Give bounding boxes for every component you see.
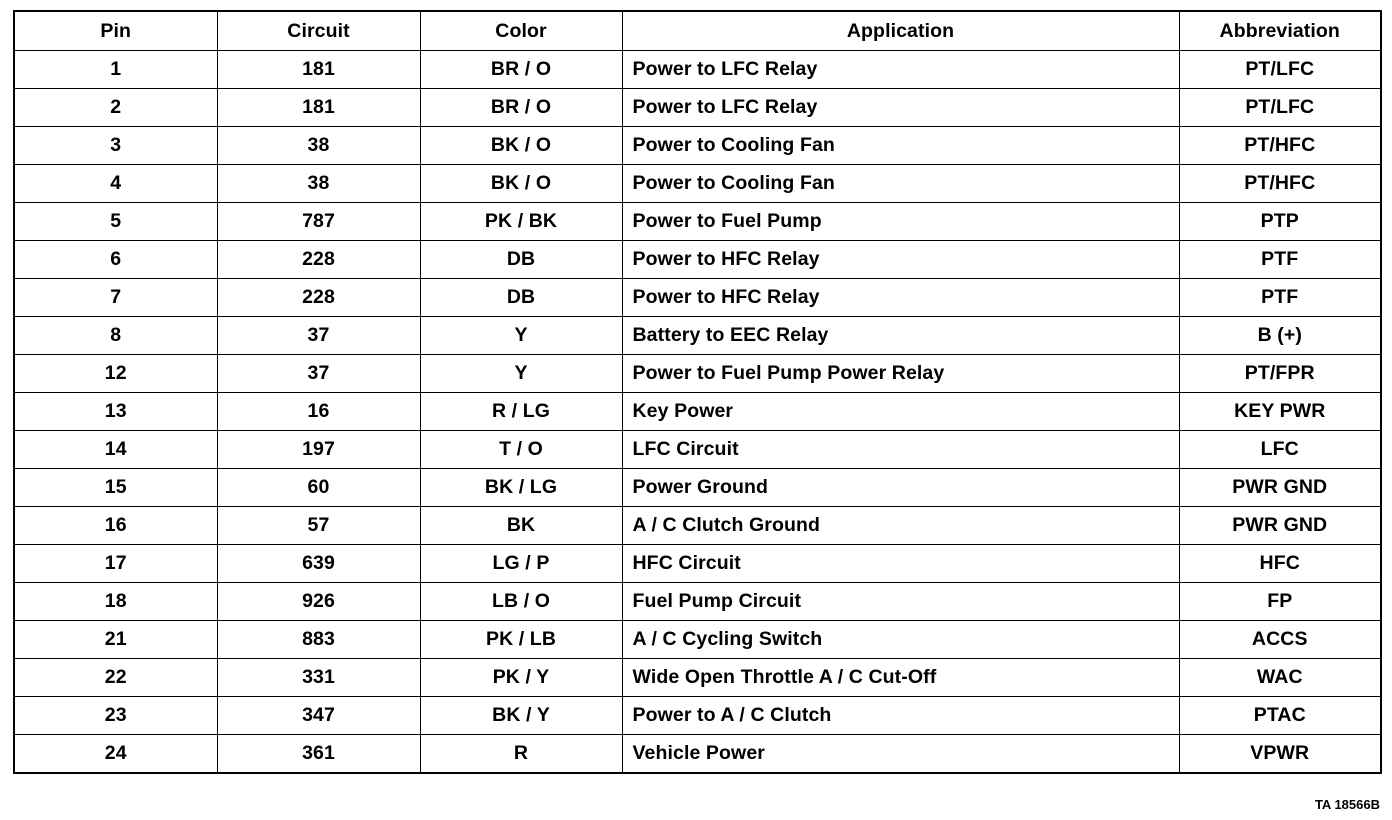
cell-circuit: 228 <box>217 279 420 317</box>
cell-application: A / C Cycling Switch <box>622 621 1179 659</box>
table-row <box>14 51 1381 89</box>
cell-circuit: 347 <box>217 697 420 735</box>
cell-application: Power to Fuel Pump <box>622 203 1179 241</box>
cell-application: Fuel Pump Circuit <box>622 583 1179 621</box>
cell-application: Power to Fuel Pump Power Relay <box>622 355 1179 393</box>
cell-abbreviation: PWR GND <box>1179 469 1381 507</box>
cell-color: Y <box>420 355 622 393</box>
table-row <box>14 583 1381 621</box>
cell-color: BK <box>420 507 622 545</box>
cell-abbreviation: ACCS <box>1179 621 1381 659</box>
cell-pin: 15 <box>14 469 217 507</box>
cell-color: DB <box>420 241 622 279</box>
table-row <box>14 355 1381 393</box>
cell-circuit: 38 <box>217 127 420 165</box>
cell-abbreviation: B (+) <box>1179 317 1381 355</box>
cell-pin: 12 <box>14 355 217 393</box>
cell-pin: 23 <box>14 697 217 735</box>
cell-application: Power to HFC Relay <box>622 279 1179 317</box>
cell-color: DB <box>420 279 622 317</box>
cell-application: Power to LFC Relay <box>622 89 1179 127</box>
cell-abbreviation: PT/LFC <box>1179 51 1381 89</box>
cell-color: BK / O <box>420 165 622 203</box>
header-row <box>14 11 1381 51</box>
table-row <box>14 279 1381 317</box>
table-row <box>14 165 1381 203</box>
cell-abbreviation: LFC <box>1179 431 1381 469</box>
cell-application: Power to LFC Relay <box>622 51 1179 89</box>
cell-circuit: 787 <box>217 203 420 241</box>
cell-color: BR / O <box>420 89 622 127</box>
cell-circuit: 38 <box>217 165 420 203</box>
cell-abbreviation: PTP <box>1179 203 1381 241</box>
cell-color: PK / BK <box>420 203 622 241</box>
cell-abbreviation: FP <box>1179 583 1381 621</box>
cell-abbreviation: PTF <box>1179 279 1381 317</box>
table-row <box>14 735 1381 774</box>
table-row <box>14 203 1381 241</box>
cell-color: LB / O <box>420 583 622 621</box>
cell-circuit: 16 <box>217 393 420 431</box>
cell-application: Power to HFC Relay <box>622 241 1179 279</box>
cell-color: PK / Y <box>420 659 622 697</box>
table-row <box>14 697 1381 735</box>
cell-circuit: 361 <box>217 735 420 774</box>
cell-application: A / C Clutch Ground <box>622 507 1179 545</box>
cell-circuit: 926 <box>217 583 420 621</box>
header-circuit: Circuit <box>217 11 420 51</box>
cell-application: HFC Circuit <box>622 545 1179 583</box>
cell-color: R / LG <box>420 393 622 431</box>
cell-pin: 8 <box>14 317 217 355</box>
cell-color: BK / Y <box>420 697 622 735</box>
cell-abbreviation: WAC <box>1179 659 1381 697</box>
cell-abbreviation: PT/HFC <box>1179 165 1381 203</box>
pin-assignment-table <box>13 10 1382 774</box>
cell-application: Power to A / C Clutch <box>622 697 1179 735</box>
cell-pin: 21 <box>14 621 217 659</box>
cell-application: Key Power <box>622 393 1179 431</box>
cell-pin: 3 <box>14 127 217 165</box>
header-pin: Pin <box>14 11 217 51</box>
header-application: Application <box>622 11 1179 51</box>
cell-circuit: 197 <box>217 431 420 469</box>
cell-circuit: 181 <box>217 89 420 127</box>
table-row <box>14 241 1381 279</box>
cell-pin: 16 <box>14 507 217 545</box>
table-row <box>14 507 1381 545</box>
cell-pin: 14 <box>14 431 217 469</box>
table-body <box>14 51 1381 774</box>
cell-application: Vehicle Power <box>622 735 1179 774</box>
cell-abbreviation: PT/FPR <box>1179 355 1381 393</box>
cell-pin: 22 <box>14 659 217 697</box>
table-row <box>14 621 1381 659</box>
table-row <box>14 431 1381 469</box>
cell-color: T / O <box>420 431 622 469</box>
cell-application: Power to Cooling Fan <box>622 127 1179 165</box>
cell-pin: 18 <box>14 583 217 621</box>
cell-color: BK / LG <box>420 469 622 507</box>
cell-circuit: 37 <box>217 317 420 355</box>
cell-circuit: 181 <box>217 51 420 89</box>
cell-circuit: 57 <box>217 507 420 545</box>
cell-application: Wide Open Throttle A / C Cut-Off <box>622 659 1179 697</box>
cell-circuit: 639 <box>217 545 420 583</box>
cell-pin: 1 <box>14 51 217 89</box>
table-row <box>14 469 1381 507</box>
cell-color: LG / P <box>420 545 622 583</box>
cell-circuit: 331 <box>217 659 420 697</box>
cell-pin: 7 <box>14 279 217 317</box>
cell-abbreviation: HFC <box>1179 545 1381 583</box>
cell-color: Y <box>420 317 622 355</box>
table-row <box>14 317 1381 355</box>
cell-pin: 13 <box>14 393 217 431</box>
cell-circuit: 37 <box>217 355 420 393</box>
cell-pin: 4 <box>14 165 217 203</box>
table-row <box>14 393 1381 431</box>
cell-application: Battery to EEC Relay <box>622 317 1179 355</box>
cell-abbreviation: PTF <box>1179 241 1381 279</box>
cell-circuit: 60 <box>217 469 420 507</box>
cell-abbreviation: KEY PWR <box>1179 393 1381 431</box>
cell-application: Power Ground <box>622 469 1179 507</box>
cell-application: Power to Cooling Fan <box>622 165 1179 203</box>
cell-abbreviation: VPWR <box>1179 735 1381 774</box>
figure-reference-code: TA 18566B <box>1314 797 1380 812</box>
cell-circuit: 228 <box>217 241 420 279</box>
table-row <box>14 127 1381 165</box>
header-color: Color <box>420 11 622 51</box>
cell-application: LFC Circuit <box>622 431 1179 469</box>
table-row <box>14 659 1381 697</box>
table-row <box>14 89 1381 127</box>
cell-abbreviation: PT/HFC <box>1179 127 1381 165</box>
cell-abbreviation: PT/LFC <box>1179 89 1381 127</box>
cell-abbreviation: PWR GND <box>1179 507 1381 545</box>
cell-color: BR / O <box>420 51 622 89</box>
cell-color: PK / LB <box>420 621 622 659</box>
cell-pin: 6 <box>14 241 217 279</box>
table-row <box>14 545 1381 583</box>
header-abbreviation: Abbreviation <box>1179 11 1381 51</box>
cell-pin: 5 <box>14 203 217 241</box>
cell-pin: 17 <box>14 545 217 583</box>
cell-color: BK / O <box>420 127 622 165</box>
cell-abbreviation: PTAC <box>1179 697 1381 735</box>
cell-pin: 24 <box>14 735 217 774</box>
cell-pin: 2 <box>14 89 217 127</box>
cell-circuit: 883 <box>217 621 420 659</box>
cell-color: R <box>420 735 622 774</box>
